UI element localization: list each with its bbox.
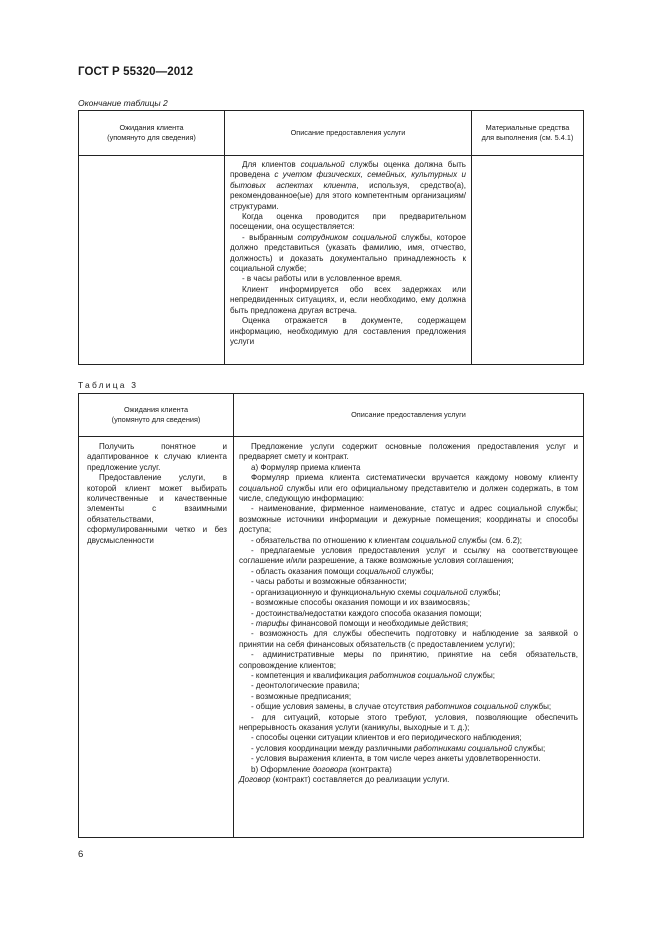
table3-cell-description bbox=[234, 437, 584, 838]
table3-left-paragraph: Предоставление услуги, в которой клиент может выбирать количественные и качественные элементы с взаимными обязательствами, сформулированными четко и без двусмысленности bbox=[87, 473, 227, 545]
table3-header-expectations-text: Ожидания клиента (упомянуто для сведения) bbox=[111, 405, 201, 424]
table3-header-description-text: Описание предоставления услуги bbox=[351, 410, 466, 419]
table3-paragraph: - достоинства/недостатки каждого способа оказания помощи; bbox=[251, 608, 482, 618]
table3-paragraph: - для ситуаций, которые этого требуют, условия, позволяющие обеспечить непрерывность оказания услуги (каникулы, выходные и т. д.); bbox=[239, 712, 578, 732]
table-3 bbox=[78, 393, 584, 838]
document-title: ГОСТ Р 55320—2012 bbox=[78, 66, 194, 78]
table2-paragraph: Клиент информируется обо всех задержках или непредвиденных ситуациях, и, если необходимо, ему должна быть предложена другая встреча. bbox=[230, 284, 466, 315]
page-number: 6 bbox=[78, 849, 84, 860]
table3-paragraph: - деонтологические правила; bbox=[251, 681, 360, 691]
table2-cell-resources bbox=[472, 156, 584, 365]
table2-paragraph: - в часы работы или в условленное время. bbox=[242, 274, 403, 284]
table3-paragraph: b) Оформление договора (контракта) bbox=[251, 764, 392, 774]
table3-cell-expectations bbox=[79, 437, 234, 838]
table3-left-paragraph: Получить понятное и адаптированное к случаю клиента предложение услуг. bbox=[87, 442, 227, 472]
table3-header-description bbox=[234, 394, 584, 437]
table3-paragraph: - компетенция и квалификация работников социальной службы; bbox=[251, 670, 495, 680]
table3-paragraph: - тарифы финансовой помощи и необходимые действия; bbox=[251, 618, 469, 628]
table3-paragraph: - возможность для службы обеспечить подготовку и наблюдение за заявкой о принятии на себя финансовых обязательств (с предоставлением услуги); bbox=[239, 629, 578, 649]
table3-paragraph: - возможные предписания; bbox=[251, 691, 352, 701]
table2-header-description bbox=[225, 111, 472, 156]
table2-header-resources-text: Материальные средства для выполнения (см. 5.4.1) bbox=[481, 123, 574, 142]
table2-paragraph: Оценка отражается в документе, содержащем информацию, необходимую для составления предложения услуги bbox=[230, 316, 466, 346]
table3-paragraph: а) Формуляр приема клиента bbox=[251, 462, 361, 472]
table2-paragraph: Когда оценка проводится при предварительном посещении, она осуществляется: bbox=[230, 212, 466, 232]
table2-header-resources bbox=[472, 111, 584, 156]
table2-caption: Окончание таблицы 2 bbox=[78, 98, 168, 108]
table3-paragraph: - обязательства по отношению к клиентам социальной службы (см. 6.2); bbox=[251, 535, 522, 545]
table2-cell-expectations bbox=[79, 156, 225, 365]
table2-cell-description bbox=[225, 156, 472, 365]
table3-paragraph: - условия координации между различными работниками социальной службы; bbox=[251, 743, 546, 753]
table3-paragraph: - часы работы и возможные обязанности; bbox=[251, 577, 407, 587]
table3-paragraph: Договор (контракт) составляется до реализации услуги. bbox=[239, 775, 450, 784]
table3-paragraph: Предложение услуги содержит основные положения предоставления услуг и предваряет смету и контракт. bbox=[239, 442, 578, 462]
table-2 bbox=[78, 110, 584, 365]
table3-paragraph: - общие условия замены, в случае отсутствия работников социальной службы; bbox=[251, 702, 552, 712]
table2-paragraph: Для клиентов социальной службы оценка должна быть проведена с учетом физических, семейных, культурных и бытовых аспектах клиента, используя, средство(а), рекомендованное(ые) для этого компетентным организациям/структурами. bbox=[230, 160, 466, 211]
table2-paragraph: - выбранным сотрудником социальной службы, которое должно представиться (указать фамилию, имя, отчество, должность) и доказать документально принадлежность к социальной службе; bbox=[230, 232, 466, 274]
table2-header-description-text: Описание предоставления услуги bbox=[290, 128, 406, 137]
table3-header-expectations bbox=[79, 394, 234, 437]
table3-paragraph: - возможные способы оказания помощи и их взаимосвязь; bbox=[251, 598, 470, 608]
table3-paragraph: Формуляр приема клиента систематически вручается каждому новому клиенту социальной службы или его официальному представителю и должен содержать, в том числе, следующую информацию: bbox=[239, 473, 578, 504]
table3-paragraph: - условия выражения клиента, в том числе через анкеты удовлетворенности. bbox=[251, 754, 541, 764]
table3-caption: Таблица 3 bbox=[78, 380, 139, 390]
table3-paragraph: - наименование, фирменное наименование, статус и адрес социальной службы; возможные источники информации и дежурные помещения; координаты и способы доступа; bbox=[239, 504, 578, 535]
table3-paragraph: - область оказания помощи социальной службы; bbox=[251, 566, 434, 576]
table2-header-expectations bbox=[79, 111, 225, 156]
table3-paragraph: - организационную и функциональную схемы социальной службы; bbox=[251, 587, 501, 597]
table3-paragraph: - способы оценки ситуации клиентов и его периодического наблюдения; bbox=[251, 733, 522, 743]
table3-paragraph: - предлагаемые условия предоставления услуг и ссылку на соответствующее соглашение и/или разрешение, а также возможные условия соглашения; bbox=[239, 546, 578, 566]
table3-paragraph: - административные меры по принятию, принятие на себя обязательств, сопровождение клиентов; bbox=[239, 650, 578, 670]
table2-header-expectations-text: Ожидания клиента (упомянуто для сведения) bbox=[107, 123, 196, 142]
